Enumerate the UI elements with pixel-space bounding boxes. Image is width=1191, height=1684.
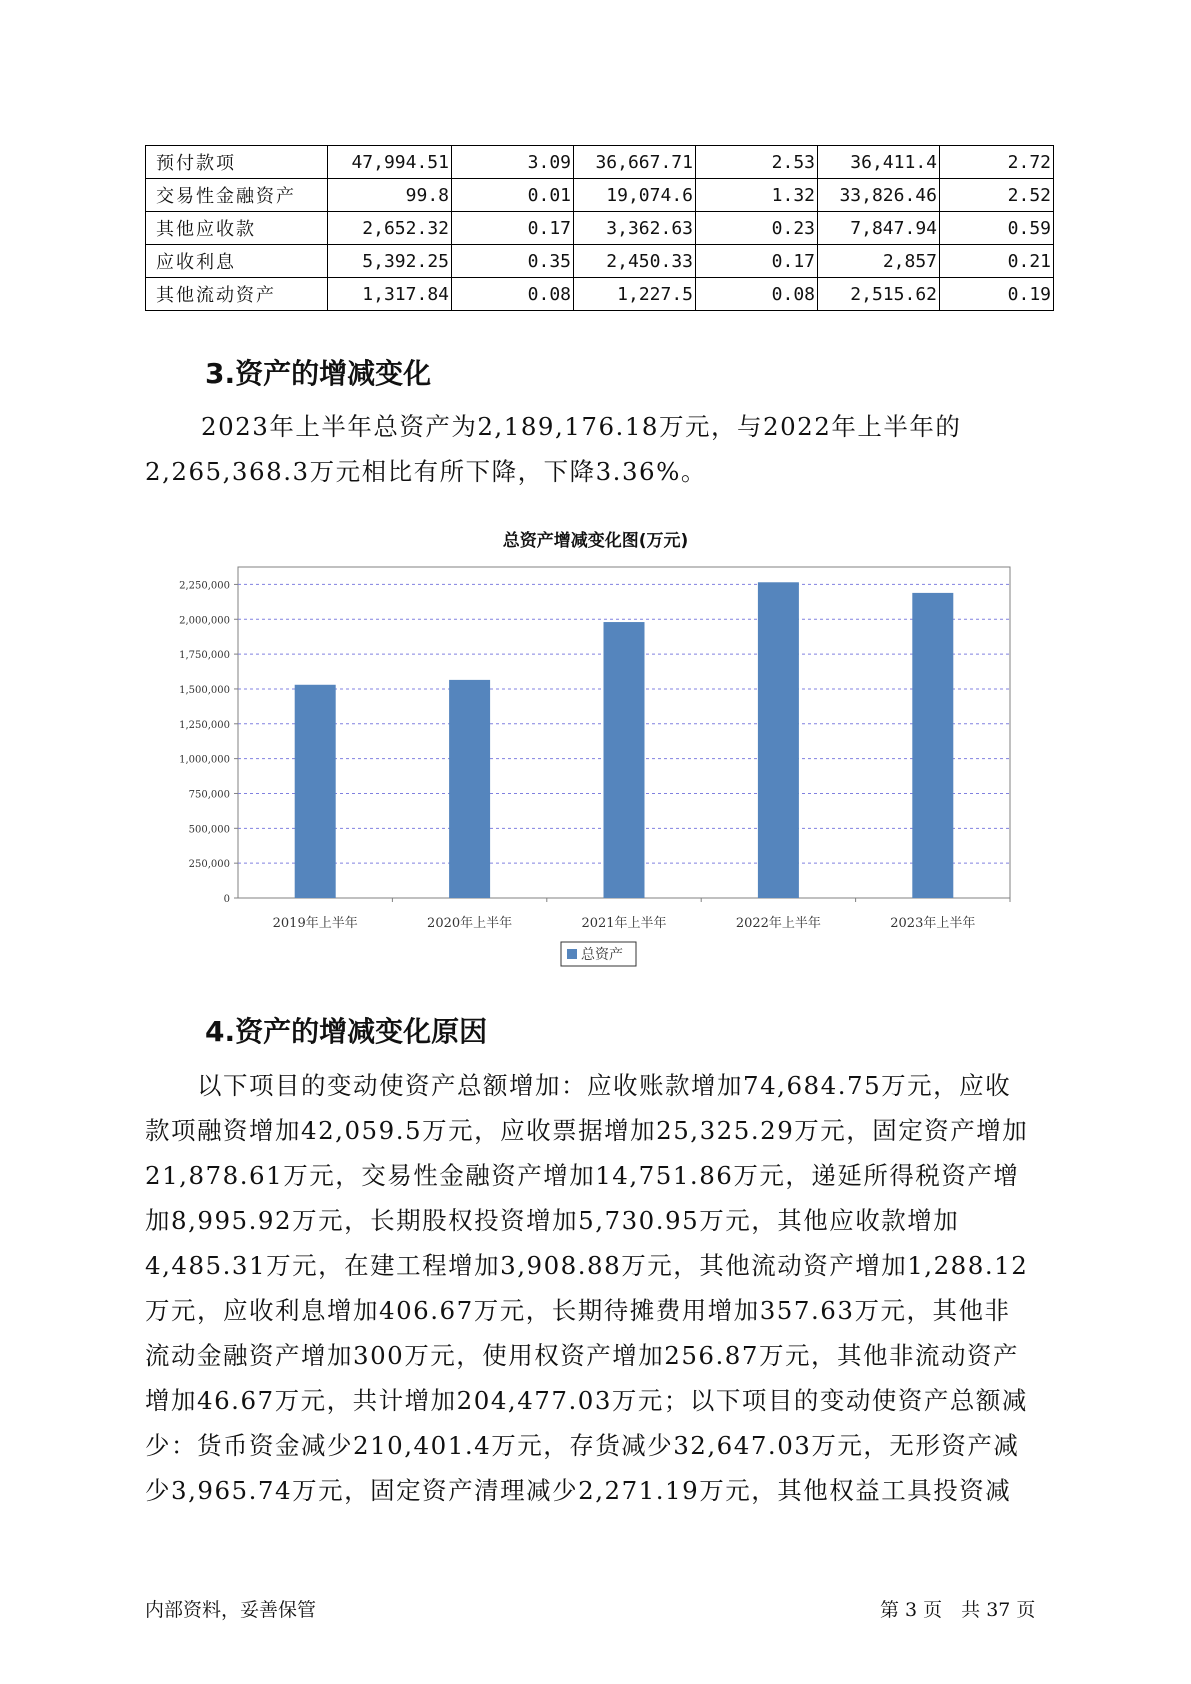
bar-5 — [912, 593, 953, 898]
table-cell: 19,074.6 — [574, 179, 696, 212]
paragraph-line: 少3,965.74万元，固定资产清理减少2,271.19万元，其他权益工具投资减 — [145, 1476, 1012, 1505]
y-tick-label: 0 — [223, 894, 230, 905]
table-cell: 2,450.33 — [574, 245, 696, 278]
chart-title: 总资产增减变化图(万元) — [502, 531, 689, 551]
table-cell: 2.52 — [940, 179, 1054, 212]
section-4-heading: 4.资产的增减变化原因 — [205, 1015, 488, 1048]
paragraph-line: 以下项目的变动使资产总额增加：应收账款增加74,684.75万元，应收 — [145, 1071, 1012, 1100]
table-cell: 2.72 — [940, 146, 1054, 179]
table-cell: 3.09 — [452, 146, 574, 179]
section-4-paragraph — [145, 1063, 1075, 1513]
row-label: 交易性金融资产 — [146, 179, 328, 212]
paragraph-line: 万元，应收利息增加406.67万元，长期待摊费用增加357.63万元，其他非 — [145, 1296, 1011, 1325]
row-label: 预付款项 — [146, 146, 328, 179]
paragraph-line: 21,878.61万元，交易性金融资产增加14,751.86万元，递延所得税资产增 — [145, 1161, 1020, 1190]
paragraph-line: 2,265,368.3万元相比有所下降，下降3.36%。 — [145, 457, 707, 486]
table-cell: 1,317.84 — [328, 278, 452, 311]
table-cell: 99.8 — [328, 179, 452, 212]
y-tick-label: 750,000 — [188, 789, 230, 801]
x-tick-label: 2021年上半年 — [581, 916, 667, 931]
paragraph-line: 加8,995.92万元，长期股权投资增加5,730.95万元，其他应收款增加 — [145, 1206, 960, 1235]
table-cell: 0.08 — [452, 278, 574, 311]
y-tick-label: 1,000,000 — [179, 754, 230, 766]
table-cell: 1,227.5 — [574, 278, 696, 311]
y-tick-label: 250,000 — [188, 859, 230, 871]
table-cell: 47,994.51 — [328, 146, 452, 179]
y-tick-label: 1,250,000 — [179, 719, 230, 731]
table-cell: 0.08 — [696, 278, 818, 311]
table-cell: 2.53 — [696, 146, 818, 179]
row-label: 其他应收款 — [146, 212, 328, 245]
table-cell: 1.32 — [696, 179, 818, 212]
table-cell: 2,857 — [818, 245, 940, 278]
paragraph-line: 4,485.31万元，在建工程增加3,908.88万元，其他流动资产增加1,288.12 — [145, 1251, 1029, 1280]
table-cell: 0.01 — [452, 179, 574, 212]
y-tick-label: 2,000,000 — [179, 615, 230, 627]
y-tick-label: 2,250,000 — [179, 580, 230, 592]
x-tick-label: 2022年上半年 — [735, 916, 821, 931]
legend-swatch — [567, 949, 577, 959]
footer-left: 内部资料，妥善保管 — [145, 1599, 317, 1621]
page-number: 第 3 页 共 37 页 — [880, 1599, 1036, 1621]
table-cell: 3,362.63 — [574, 212, 696, 245]
table-cell: 36,411.4 — [818, 146, 940, 179]
y-tick-label: 500,000 — [188, 824, 230, 836]
y-tick-label: 1,500,000 — [179, 684, 230, 696]
x-tick-label: 2019年上半年 — [272, 916, 358, 931]
paragraph-line: 2023年上半年总资产为2,189,176.18万元，与2022年上半年的 — [201, 412, 962, 441]
table-cell: 0.35 — [452, 245, 574, 278]
paragraph-line: 增加46.67万元，共计增加204,477.03万元；以下项目的变动使资产总额减 — [145, 1386, 1028, 1415]
legend-label: 总资产 — [581, 947, 623, 963]
paragraph-line: 款项融资增加42,059.5万元，应收票据增加25,325.29万元，固定资产增加 — [145, 1116, 1029, 1145]
bar-1 — [295, 685, 336, 898]
table-cell: 0.59 — [940, 212, 1054, 245]
table-cell: 36,667.71 — [574, 146, 696, 179]
table-cell: 2,515.62 — [818, 278, 940, 311]
table-cell: 2,652.32 — [328, 212, 452, 245]
x-tick-label: 2020年上半年 — [427, 916, 513, 931]
paragraph-line: 少：货币资金减少210,401.4万元，存货减少32,647.03万元，无形资产减 — [145, 1431, 1020, 1460]
table-cell: 0.19 — [940, 278, 1054, 311]
table-cell: 0.21 — [940, 245, 1054, 278]
table-cell: 5,392.25 — [328, 245, 452, 278]
table-cell: 0.17 — [452, 212, 574, 245]
paragraph-line: 流动金融资产增加300万元，使用权资产增加256.87万元，其他非流动资产 — [145, 1341, 1019, 1370]
section-3-heading: 3.资产的增减变化 — [205, 357, 432, 390]
y-tick-label: 1,750,000 — [179, 650, 230, 662]
table-cell: 0.23 — [696, 212, 818, 245]
x-tick-label: 2023年上半年 — [890, 916, 976, 931]
bar-3 — [604, 622, 645, 898]
bar-2 — [449, 680, 490, 898]
table-cell: 33,826.46 — [818, 179, 940, 212]
table-cell: 0.17 — [696, 245, 818, 278]
bar-4 — [758, 582, 799, 898]
row-label: 应收利息 — [146, 245, 328, 278]
row-label: 其他流动资产 — [146, 278, 328, 311]
table-cell: 7,847.94 — [818, 212, 940, 245]
